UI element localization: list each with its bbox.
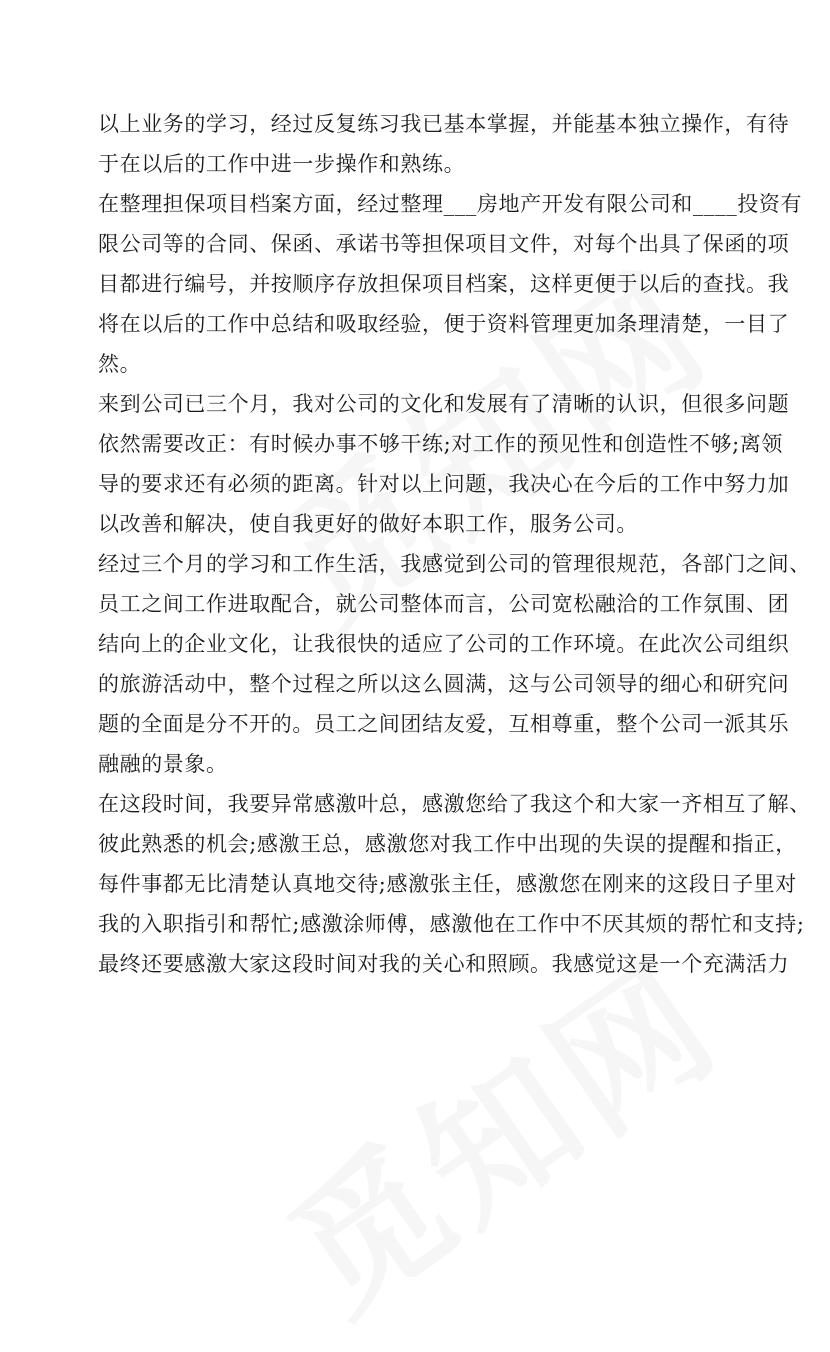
text-line: 的旅游活动中，整个过程之所以这么圆满，这与公司领导的细心和研究问	[98, 672, 790, 696]
text-line: 以上业务的学习，经过反复练习我已基本掌握，并能基本独立操作，有待	[98, 112, 790, 136]
text-line: 每件事都无比清楚认真地交待;感激张主任，感激您在刚来的这段日子里对	[98, 872, 797, 896]
text-line: 在这段时间，我要异常感激叶总，感激您给了我这个和大家一齐相互了解、	[98, 792, 811, 816]
text-line: 结向上的企业文化，让我很快的适应了公司的工作环境。在此次公司组织	[98, 632, 790, 656]
text-line: 将在以后的工作中总结和吸取经验，便于资料管理更加条理清楚，一目了	[98, 312, 790, 336]
text-line: 经过三个月的学习和工作生活，我感觉到公司的管理很规范，各部门之间、	[98, 552, 811, 576]
text-line: 我的入职指引和帮忙;感激涂师傅，感激他在工作中不厌其烦的帮忙和支持;	[98, 912, 805, 936]
text-line: 最终还要感激大家这段时间对我的关心和照顾。我感觉这是一个充满活力	[98, 952, 790, 976]
text-line: 融融的景象。	[98, 752, 228, 776]
paragraph	[98, 104, 790, 184]
text-line: 限公司等的合同、保函、承诺书等担保项目文件，对每个出具了保函的项	[98, 232, 790, 256]
text-line: 以改善和解决，使自我更好的做好本职工作，服务公司。	[98, 512, 638, 536]
paragraph	[98, 784, 811, 984]
text-line: 于在以后的工作中进一步操作和熟练。	[98, 152, 466, 176]
paragraph	[98, 544, 811, 784]
text-line: 导的要求还有必须的距离。针对以上问题，我决心在今后的工作中努力加	[98, 472, 790, 496]
text-line: 依然需要改正：有时候办事不够干练;对工作的预见性和创造性不够;离领	[98, 432, 783, 456]
text-line: 来到公司已三个月，我对公司的文化和发展有了清晰的认识，但很多问题	[98, 392, 790, 416]
paragraph	[98, 184, 803, 384]
text-line: 彼此熟悉的机会;感激王总，感激您对我工作中出现的失误的提醒和指正，	[98, 832, 797, 856]
text-line: 员工之间工作进取配合，就公司整体而言，公司宽松融洽的工作氛围、团	[98, 592, 790, 616]
text-line: 在整理担保项目档案方面，经过整理___房地产开发有限公司和____投资有	[98, 192, 803, 216]
text-line: 题的全面是分不开的。员工之间团结友爱，互相尊重，整个公司一派其乐	[98, 712, 790, 736]
text-line: 目都进行编号，并按顺序存放担保项目档案，这样更便于以后的查找。我	[98, 272, 790, 296]
document-body	[98, 104, 811, 984]
paragraph	[98, 384, 790, 544]
text-line: 然。	[98, 352, 142, 376]
